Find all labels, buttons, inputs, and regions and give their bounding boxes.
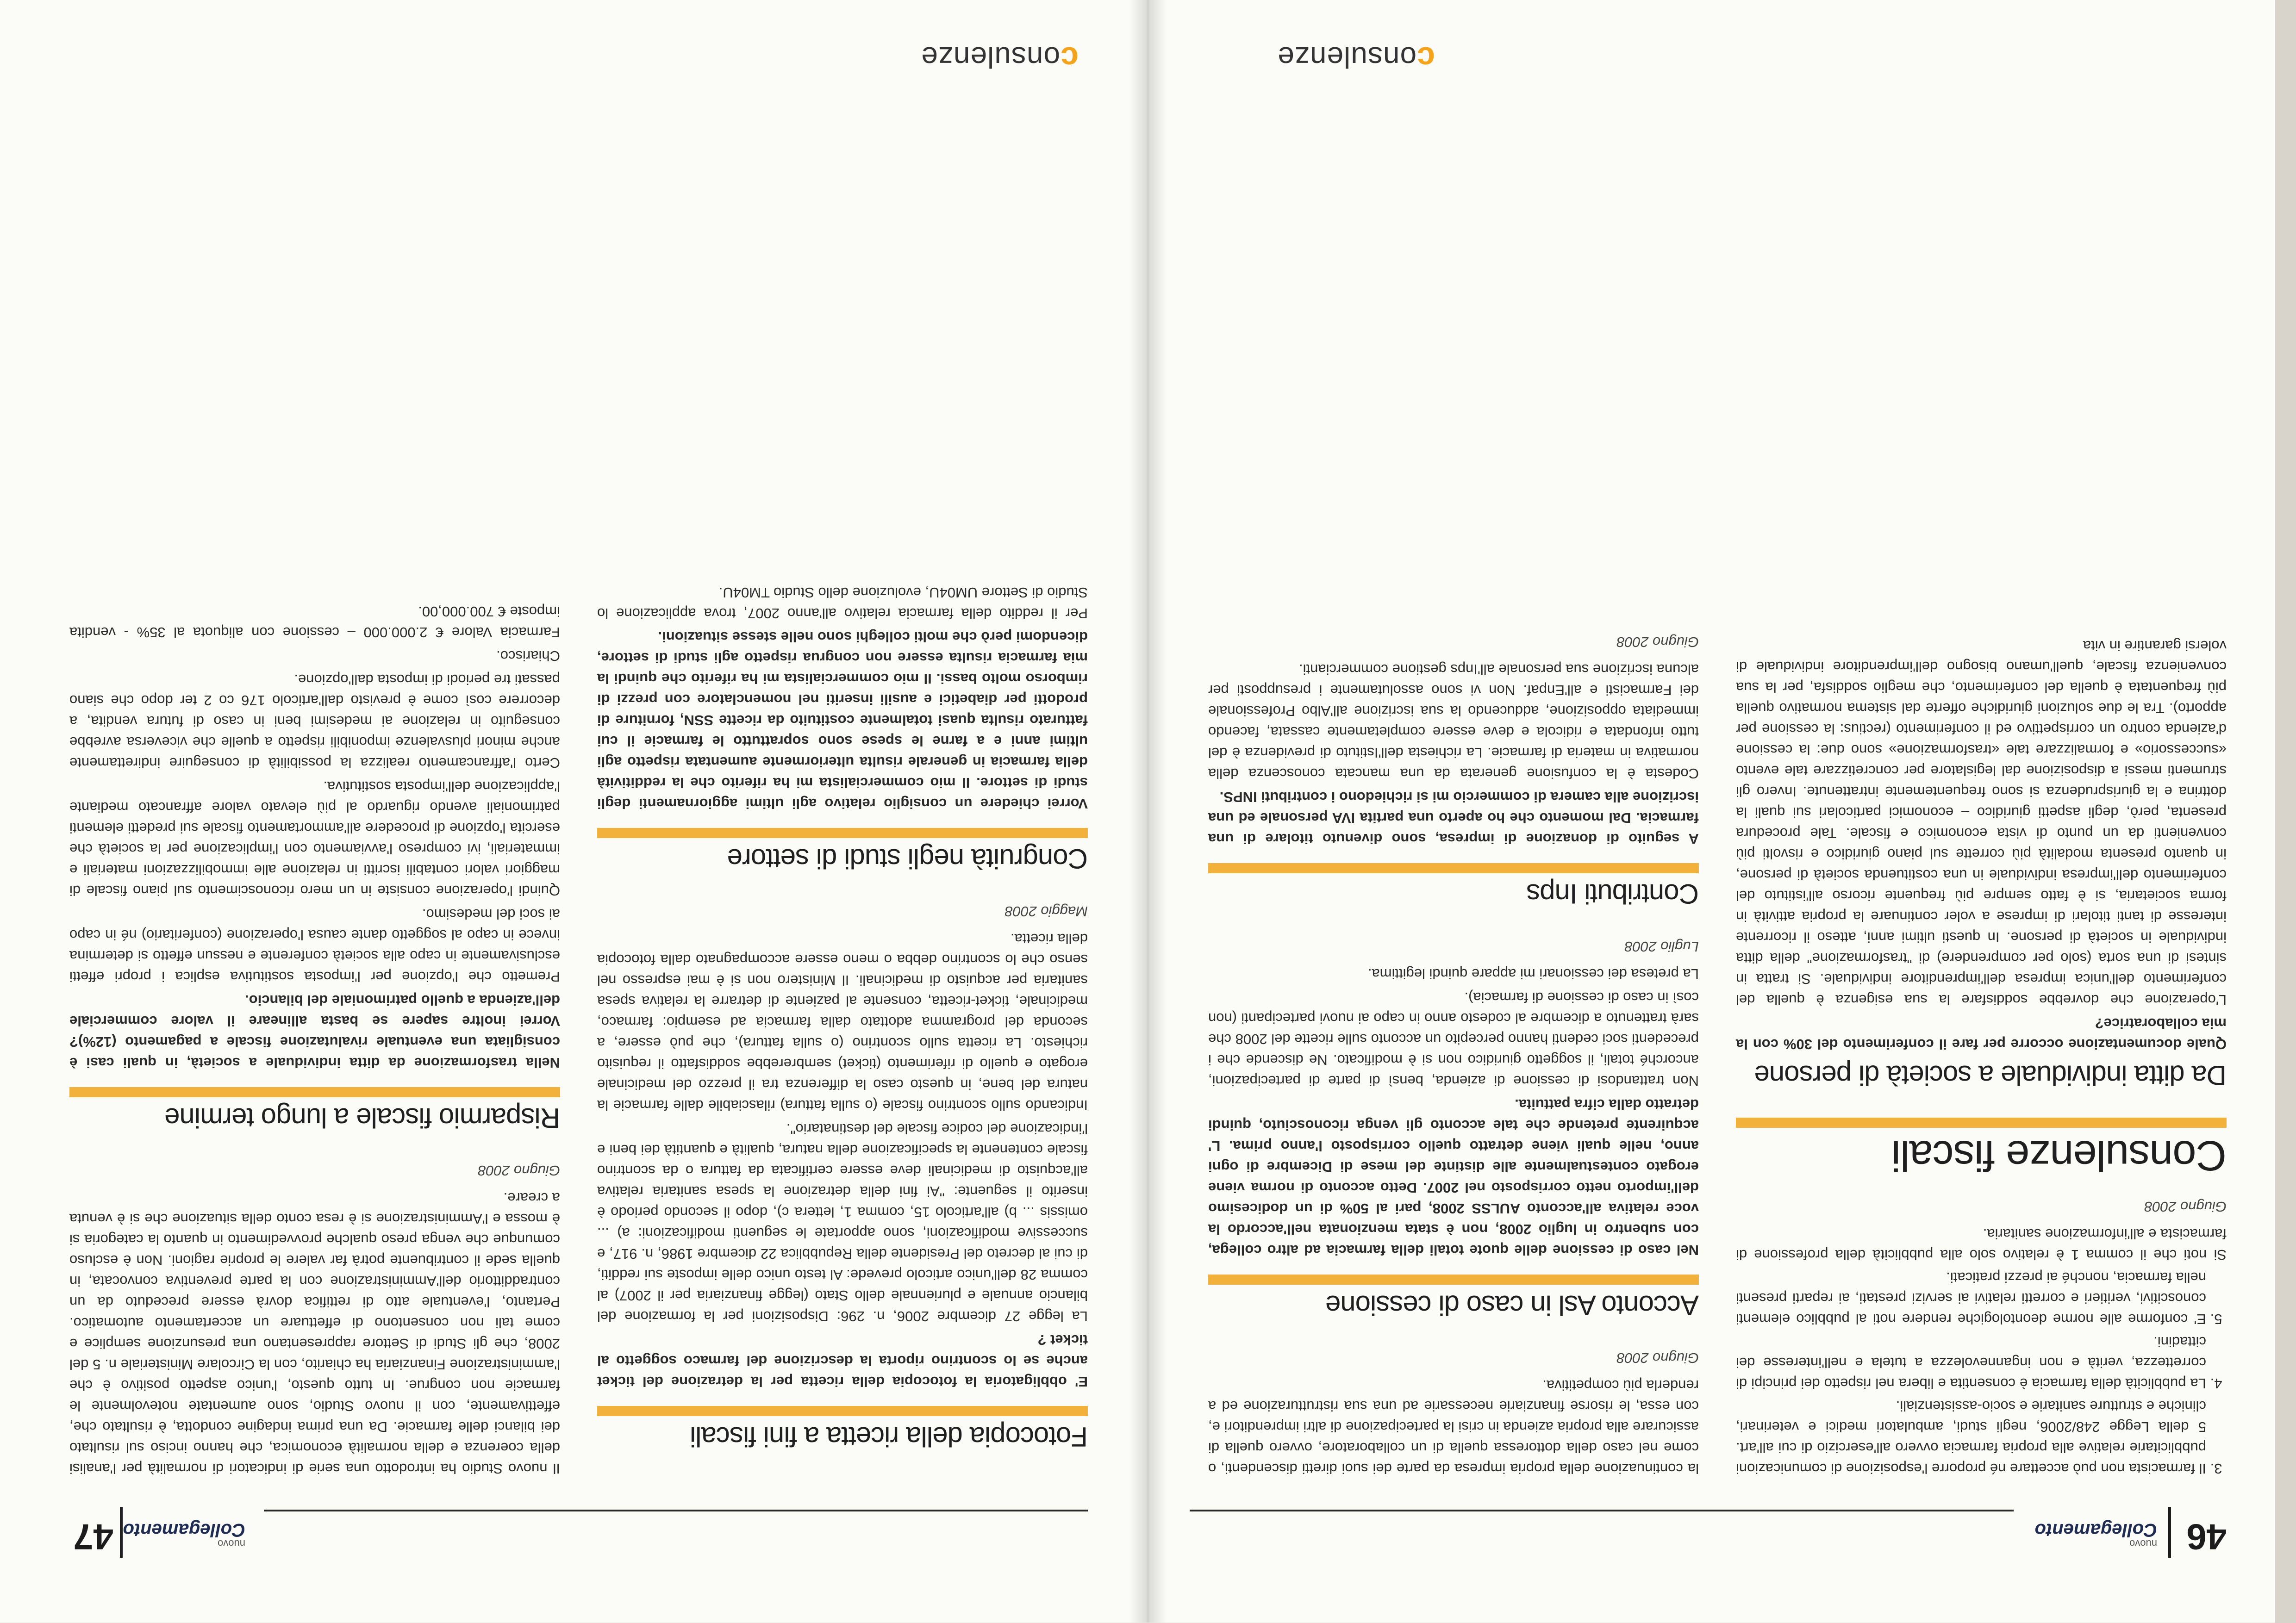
brand-small: nuovo	[218, 1538, 245, 1549]
article-date: Luglio 2008	[1624, 939, 1699, 955]
article-date: Giugno 2008	[478, 1163, 560, 1179]
page-46	[1148, 0, 2296, 1623]
answer: Chiarisco.	[496, 648, 560, 664]
answer: La pretesa dei cessionari mi appare quindi legittima.	[1367, 966, 1699, 982]
rules-list	[1736, 1267, 2227, 1479]
section-tag-initial: c	[1060, 40, 1079, 76]
question: Quale documentazione occorre per fare il conferimento del 30% con la mia collaboratrice?	[1736, 1015, 2227, 1052]
column-1	[597, 579, 1088, 1479]
section-tag-initial: c	[1416, 40, 1435, 76]
article-date: Maggio 2008	[1004, 903, 1088, 920]
page-number: 47	[73, 1517, 113, 1557]
page-header	[69, 1502, 1088, 1558]
list-item: 5. E' conforme alle norme deontologiche rendere noti al pubblico elementi conoscitivi, veritieri e corretti relativi ai servizi prestati, ai reparti presenti nella farmacia, nonché ai prezzi praticati.	[1736, 1267, 2206, 1330]
article-title: Contributi Inps	[1527, 878, 1699, 909]
title-bar	[1208, 863, 1699, 873]
article-title: Da ditta individuale a società di persone	[1754, 1060, 2227, 1091]
section-tag-rest: onsulenze	[921, 41, 1061, 74]
title-bar	[69, 1087, 560, 1097]
title-bar	[597, 1406, 1088, 1416]
question: Nella trasformazione da ditta individuale a società, in quali casi è consigliata una eventuale rivalutazione fiscale a pagamento (12%)? Vorrei inoltre sapere se basta allineare il valore commerciale dell'azienda a quello patrimoniale del bilancio.	[69, 992, 560, 1071]
page-number: 46	[2186, 1517, 2227, 1557]
column-2	[1208, 613, 1699, 1479]
scan-edge	[2275, 0, 2296, 1623]
question: A seguito di donazione di impresa, sono divenuto titolare di una farmacia. Dal momento che ho aperto una partita IVA personale ed una iscrizione alla camera di commercio mi si richiedono i contributi INPS.	[1208, 789, 1699, 847]
answer: Farmacia Valore € 2.000.000 – cessione con aliquota al 35% - vendita imposte € 700.000,00.	[69, 603, 560, 640]
article-title: Risparmio fiscale a lungo termine	[164, 1102, 560, 1133]
magazine-brand	[123, 1519, 245, 1549]
question: Nel caso di cessione delle quote totali della farmacia ad altro collega, con subentro in luglio 2008, non è stata menzionata nell'accordo la voce relativa all'acconto AULSS 2008, pari al 50% di un dodicesimo dell'importo netto corrisposto nel 2007. Detto acconto di norma viene erogato contestualmente alle distinte del mese di Dicembre di ogni anno, nelle quali viene detratto quello corrisposto l'anno prima. L' acquirente pretende che tale acconto gli venga riconosciuto, quindi detratto dalla cifra pattuita.	[1208, 1096, 1699, 1258]
brand-name: Collegamento	[123, 1520, 245, 1540]
section-tag	[921, 40, 1079, 77]
answer-continued: la continuazione della propria impresa da parte dei suoi diretti discendenti, o come nel caso della dottoressa quella di un collaboratore, ovvero quella di assicurare alla propria azienda in crisi la partecipazione di altri imprenditori e, con essa, le risorse finanziarie necessarie ad una sua ristrutturazione ed a renderla più competitiva.	[1208, 1377, 1699, 1477]
answer: Indicando sullo scontrino fiscale (o sulla fattura) rilasciabile dalle farmacie la natura del bene, in questo caso la differenza tra il prezzo del medicinale erogato e quello di riferimento (ticket) sembrerebbe soddisfatto il requisito richiesto. La ricetta sullo scontrino (o sulla fattura), che può essere, a seconda del programma adottato dalla farmacia ad esempio: farmaco, medicinale, ticket-ricetta, consente al paziente di detrarre la relativa spesa sanitaria per acquisto di medicinali. Il Ministero non si è mai espresso nel senso che lo scontrino debba o meno essere accompagnato dalla fotocopia della ricetta.	[597, 931, 1088, 1113]
answer: Quindi l'operazione consiste in un mero riconoscimento sul piano fiscale di maggiori valori contabili iscritti in relazione alle immobilizzazioni materiali e immateriali, ivi compreso l'avviamento con l'implicazione per la società che esercita l'opzione di procedere all'ammortamento fiscale sui predetti elementi patrimoniali avendo riguardo al più elevato valore affrancato mediante l'applicazione dell'imposta sostitutiva.	[69, 778, 560, 899]
article-date: Giugno 2008	[1616, 1350, 1699, 1366]
title-bar	[597, 828, 1088, 838]
answer: Per il reddito della farmacia relativo all'anno 2007, trova applicazione lo Studio di Settore UM04U, evoluzione dello Studio TM04U.	[597, 585, 1088, 622]
list-item: 4. La pubblicità della farmacia è consentita e libera nel rispetto dei principi di correttezza, verità e non ingannevolezza a tutela e nell'interesse dei cittadini.	[1736, 1331, 2206, 1394]
article-title: Acconto Asl in caso di cessione	[1325, 1290, 1699, 1321]
article-title: Fotocopia della ricetta a fini fiscali	[690, 1421, 1088, 1452]
answer: Premetto che l'opzione per l'imposta sostitutiva esplica i propri effetti esclusivamente in capo alla società conferente e nessun effetto si determina invece in capo al soggetto dante causa l'operazione (conferitario) né in capo ai soci del medesimo.	[69, 906, 560, 985]
brand-small: nuovo	[2129, 1538, 2157, 1549]
answer: L'operazione che dovrebbe soddisfare la sua esigenza è quella del conferimento dell'unica impresa dell'imprenditore individuale. Si tratta in sintesi di una sorta (solo per comprendere) di "trasformazione" della ditta individuale in società di persone. In questi ultimi anni, atteso il ricorrente interesse di tanti titolari di imprese a voler continuare la propria attività in forma societaria, si è fatto sempre più frequente ricorso all'istituto del conferimento dell'impresa individuale in una costituenda società di persone, in quanto presenta modalità più corrette sul piano giuridico e risvolti più convenienti da un punto di vista economico e fiscale. Tale procedura presenta, però, degli aspetti giuridico – economici particolari sui quali la dottrina e la giurisprudenza si sono frequentemente intrattenute. Invero gli strumenti messi a disposizione dal legislatore per concretizzare tale evento «successorio» e formalizzare tale «trasformazione» sono due: la cessione d'azienda contro un corrispettivo ed il conferimento (rectius: la cessione per apporto). Tra le due soluzioni giuridiche offerte dal sistema normativo quella più frequentata è quella del conferimento, che meglio soddisfa, per la sua convenienza fiscale, quell'umano bisogno dell'imprenditore individuale di volersi garantire in vita	[1736, 638, 2227, 1008]
answer: La legge 27 dicembre 2006, n. 296: Disposizioni per la formazione del bilancio annuale e pluriennale dello Stato (legge finanziaria per il 2007) al comma 28 dell'unico articolo prevede: Al testo unico delle imposte sui redditi, di cui al decreto del Presidente della Repubblica 22 dicembre 1986, n. 917, e successive modificazioni, sono apportate le seguenti modificazioni: a) ... omissis ... b) all'articolo 15, comma 1, lettera c), dopo il secondo periodo è inserito il seguente: "Ai fini della detrazione la spesa sanitaria relativa all'acquisto di medicinali deve essere certificata da fattura o da scontrino fiscale contenente la specificazione della natura, qualità e quantità dei beni e l'indicazione del codice fiscale del destinatario".	[597, 1121, 1088, 1325]
binding-gutter	[1129, 0, 1167, 1623]
title-bar	[1208, 1275, 1699, 1285]
question: E' obbligatoria la fotocopia della ricetta per la detrazione del ticket anche se lo scontrino riporta la descrizione del farmaco soggetto al ticket ?	[597, 1332, 1088, 1390]
magazine-brand	[2035, 1519, 2157, 1549]
brand-name: Collegamento	[2034, 1520, 2157, 1540]
column-2	[69, 598, 560, 1479]
column-1	[1736, 633, 2227, 1479]
answer: Codesta è la confusione generata da una mancata conoscenza della normativa in materia di farmacie. La richiesta dell'Istituto di previdenza è del tutto infondata e ridicola e deve essere completamente cassata, facendo immediata opposizione, adducendo la sua iscrizione all'Albo Professionale dei Farmacisti e all'Enpaf. Non vi sono assolutamente i presupposti per alcuna iscrizione sua personale all'Inps gestione commercianti.	[1208, 661, 1699, 782]
header-rule	[264, 1510, 1088, 1511]
header-rule	[1190, 1510, 2014, 1511]
article-date: Giugno 2008	[1616, 634, 1699, 650]
note: Si noti che il comma 1 è relativo solo alla pubblicità della professione di farmacista e all'informazione sanitaria.	[1736, 1226, 2227, 1263]
list-item: 3. Il farmacista non può accettare né proporre l'esposizione di comunicazioni pubblicitarie relative alla propria farmacia ovvero all'esercizio di cui all'art. 5 della Legge 248/2006, negli studi, ambulatori medici e veterinari, cliniche e strutture sanitarie e socio-assistenziali.	[1736, 1396, 2206, 1479]
answer: Certo l'affrancamento realizza la possibilità di conseguire indirettamente anche minori plusvalenze imponibili rispetto a quelle che viceversa avrebbe conseguito in relazione ai medesimi beni in caso di futura vendita, a decorrere così come è previsto dall'articolo 176 co 2 ter dopo che siano passati tre periodi di imposta dall'opzione.	[69, 672, 560, 771]
article-date: Giugno 2008	[2144, 1199, 2227, 1215]
answer: Non trattandosi di cessione di azienda, bensì di parte di partecipazioni, ancorché totali, il soggetto giuridico non si è modificato. Ne discende che i precedenti soci cedenti hanno percepito un acconto sulle ricette del 2008 che sarà trattenuto a dicembre al codesto anno in capo ai nuovi partecipanti (non così in caso di cessione di farmacia).	[1208, 989, 1699, 1089]
page-header	[1208, 1502, 2227, 1558]
title-bar	[1736, 1118, 2227, 1128]
answer-continued: Il nuovo Studio ha introdotto una serie di indicatori di normalità per l'analisi della coerenza e della normalità economica, che hanno inciso sul risultato dei bilanci delle farmacie. Da una prima indagine condotta, è risultato che, effettivamente, con il nuovo Studio, sono aumentate notevolmente le farmacie non congrue. In tutto questo, l'unico aspetto positivo è che l'amministrazione Finanziaria ha chiarito, con la Circolare Ministeriale n. 5 del 2008, che gli Studi di Settore rappresentano una presunzione semplice e come tali non consentono di effettuare un accertamento automatico. Pertanto, l'eventuale atto di rettifica dovrà essere preceduto da un contraddittorio dell'Amministrazione con la parte preventiva convocata, in quella sede il contribuente potrà far valere le proprie ragioni. Non è escluso comunque che venga preso qualche provvedimento in quanto la categoria si è mossa e l'Amministrazione si è resa conto della situazione che si è venuta a creare.	[69, 1190, 560, 1477]
section-tag	[1277, 40, 1435, 77]
section-title: Consulenze fiscali	[1891, 1132, 2227, 1179]
section-tag-rest: onsulenze	[1277, 41, 1417, 74]
header-separator	[120, 1507, 123, 1558]
question: Vorrei chiedere un consiglio relativo agli ultimi aggiornamenti degli studi di settore. Il mio commercialista mi ha riferito che la redditività della farmacia in generale risulta ulteriormente aumentata rispetto agli ultimi anni e a farne le spese sono soprattutto le farmacie il cui fatturato risulta quasi totalmente costituito da ricette SSN, forniture di prodotti per diabetici e ausili inseriti nel nomenclatore con prezzi di rimborso molto bassi. Il mio commercialista mi ha riferito che quindi la mia farmacia risulta essere non congrua rispetto agli studi di settore, dicendomi però che molti colleghi sono nelle stesse situazioni.	[597, 629, 1088, 812]
header-separator	[2168, 1507, 2171, 1558]
article-title: Congruità negli studi di settore	[727, 843, 1088, 874]
